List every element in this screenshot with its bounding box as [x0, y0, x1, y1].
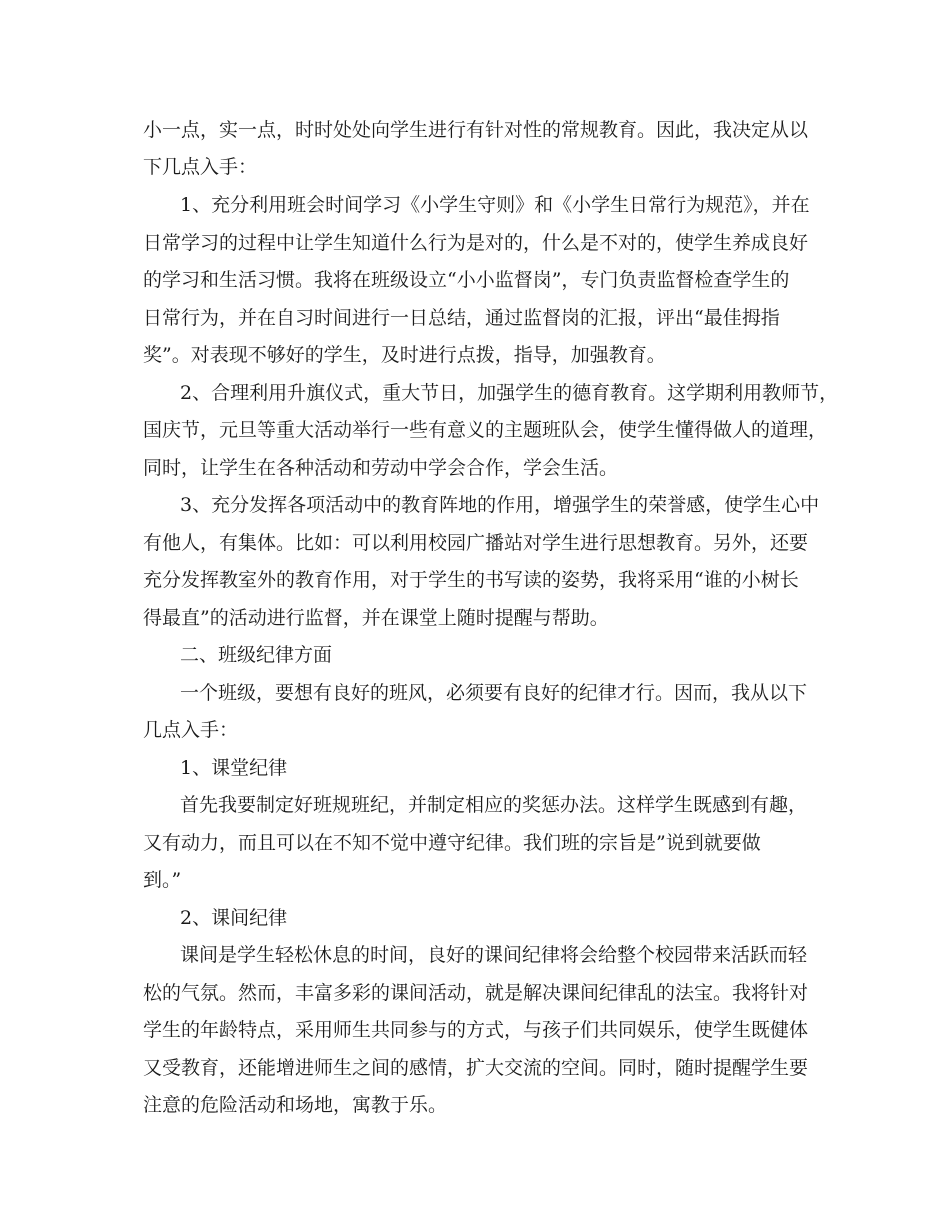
text-line: 2、合理利用升旗仪式，重大节日，加强学生的德育教育。这学期利用教师节， [180, 382, 839, 404]
text-line: 又有动力，而且可以在不知不觉中遵守纪律。我们班的宗旨是”说到就要做 [143, 832, 761, 854]
text-line: 注意的危险活动和场地，寓教于乐。 [143, 1094, 448, 1116]
text-line: 3、充分发挥各项活动中的教育阵地的作用，增强学生的荣誉感，使学生心中 [180, 494, 820, 516]
text-line: 又受教育，还能增进师生之间的感情，扩大交流的空间。同时，随时提醒学生要 [143, 1057, 809, 1079]
text-line: 1、充分利用班会时间学习《小学生守则》和《小学生日常行为规范》，并在 [180, 194, 810, 216]
text-line: 日常行为，并在自习时间进行一日总结，通过监督岗的汇报，评出“最佳拇指 [143, 307, 780, 329]
text-line: 有他人，有集体。比如：可以利用校园广播站对学生进行思想教育。另外，还要 [143, 532, 809, 554]
text-line: 国庆节，元旦等重大活动举行一些有意义的主题班队会，使学生懂得做人的道理， [143, 419, 828, 441]
text-line: 到。” [143, 869, 182, 891]
subsection-heading: 2、课间纪律 [180, 907, 288, 929]
text-line: 充分发挥教室外的教育作用，对于学生的书写读的姿势，我将采用“谁的小树长 [143, 569, 799, 591]
text-line: 小一点，实一点，时时处处向学生进行有针对性的常规教育。因此，我决定从以 [143, 119, 809, 141]
section-heading: 二、班级纪律方面 [180, 644, 333, 666]
text-line: 学生的年龄特点，采用师生共同参与的方式，与孩子们共同娱乐，使学生既健体 [143, 1019, 809, 1041]
text-line: 几点入手： [143, 719, 239, 741]
text-line: 奖”。对表现不够好的学生，及时进行点拨，指导，加强教育。 [143, 344, 666, 366]
text-line: 下几点入手： [143, 156, 258, 178]
text-line: 得最直”的活动进行监督，并在课堂上随时提醒与帮助。 [143, 607, 609, 629]
text-line: 课间是学生轻松休息的时间，良好的课间纪律将会给整个校园带来活跃而轻 [180, 944, 808, 966]
text-line: 首先我要制定好班规班纪，并制定相应的奖惩办法。这样学生既感到有趣， [180, 794, 808, 816]
text-line: 松的气氛。然而，丰富多彩的课间活动，就是解决课间纪律乱的法宝。我将针对 [143, 982, 809, 1004]
text-line: 日常学习的过程中让学生知道什么行为是对的，什么是不对的，使学生养成良好 [143, 232, 809, 254]
text-line: 一个班级，要想有良好的班风，必须要有良好的纪律才行。因而，我从以下 [180, 682, 808, 704]
subsection-heading: 1、课堂纪律 [180, 757, 288, 779]
text-line: 同时，让学生在各种活动和劳动中学会合作，学会生活。 [143, 457, 619, 479]
text-line: 的学习和生活习惯。我将在班级设立“小小监督岗”，专门负责监督检查学生的 [143, 269, 790, 291]
